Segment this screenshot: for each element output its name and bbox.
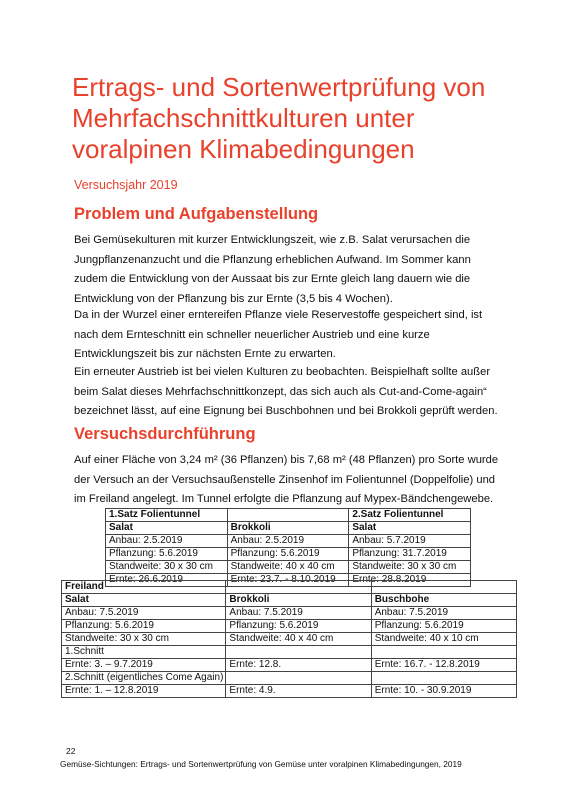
table-cell: Pflanzung: 5.6.2019 [106,548,228,561]
table-row [62,685,517,698]
table-cell [371,581,516,594]
table-cell: Brokkoli [226,594,371,607]
text-line: beim Salat dieses Mehrfachschnittkonzept, das sich auch als Cut-and-Come-again“ [74,385,487,398]
page-number: 22 [66,746,76,756]
table-cell: Pflanzung: 5.6.2019 [62,620,226,633]
text-line: bezeichnet lässt, auf eine Eignung bei Buschbohnen und bei Brokkoli geprüft werden. [74,405,498,417]
text-line: im Freiland angelegt. Im Tunnel erfolgte die Pflanzung auf Mypex-Bändchengewebe. [74,493,494,505]
table-cell: Standweite: 40 x 40 cm [226,633,371,646]
table-cell: Freiland [62,581,226,594]
table-cell: Brokkoli [227,522,349,535]
table-row [62,633,517,646]
table-cell: 2.Schnitt (eigentliches Come Again) [62,672,226,685]
table-row [106,522,471,535]
table-cell: Ernte: 26.6.2019 [106,574,228,587]
table-cell: Anbau: 7.5.2019 [226,607,371,620]
table-cell: Standweite: 40 x 10 cm [371,633,516,646]
table-cell: Salat [106,522,228,535]
table-row [62,646,517,659]
title-line: voralpinen Klimabedingungen [72,134,415,164]
footer-text: Gemüse-Sichtungen: Ertrags- und Sortenwertprüfung von Gemüse unter voralpinen Klimabedingungen, 2019 [60,759,462,769]
table-cell: 1.Schnitt [62,646,226,659]
table-cell: Pflanzung: 5.6.2019 [227,548,349,561]
table-cell: Standweite: 30 x 30 cm [349,561,471,574]
table-cell: Ernte: 1. – 12.8.2019 [62,685,226,698]
paragraph [74,231,504,309]
table-row [62,594,517,607]
table-cell [226,581,371,594]
table-cell: Standweite: 30 x 30 cm [62,633,226,646]
table-cell: 1.Satz Folientunnel [106,509,228,522]
table-row [62,607,517,620]
text-line: Auf einer Fläche von 3,24 m² (36 Pflanzen) bis 7,68 m² (48 Pflanzen) pro Sorte wurde [74,454,499,466]
text-line: nach dem Ernteschnitt ein schneller neuerlicher Austrieb und eine kurze [74,328,430,341]
document-title [72,72,542,165]
table-row [106,548,471,561]
table-cell [371,646,516,659]
table-cell: Pflanzung: 5.6.2019 [371,620,516,633]
table-cell: Ernte: 4.9. [226,685,371,698]
title-line: Mehrfachschnittkulturen unter [72,103,415,133]
table-cell: Ernte: 10. - 30.9.2019 [371,685,516,698]
table-cell: Anbau: 2.5.2019 [106,535,228,548]
table-cell [226,646,371,659]
section-heading-durchfuehrung: Versuchsdurchführung [74,425,256,443]
text-line: Entwicklung von der Pflanzung bis zur Ernte (3,5 bis 4 Wochen). [74,292,393,305]
table-cell: Standweite: 40 x 40 cm [227,561,349,574]
section-heading-problem: Problem und Aufgabenstellung [74,205,319,223]
table-row [62,581,517,594]
table-cell [226,672,371,685]
table-cell [371,672,516,685]
table-cell: Ernte: 3. – 9.7.2019 [62,659,226,672]
table-row [62,659,517,672]
table-freiland [61,580,517,698]
table-cell: Pflanzung: 5.6.2019 [226,620,371,633]
table-row [62,620,517,633]
table-cell: Anbau: 5.7.2019 [349,535,471,548]
text-line: der Versuch an der Versuchsaußenstelle Zinsenhof im Folientunnel (Doppelfolie) und [74,473,496,486]
table-row [106,509,471,522]
title-line: Ertrags- und Sortenwertprüfung von [72,72,486,102]
table-cell: Anbau: 7.5.2019 [371,607,516,620]
table-cell: Salat [62,594,226,607]
text-line: zudem die Entwicklung von der Aussaat bis zur Ernte gleich lang dauern wie die [74,273,471,285]
text-line: Ein erneuter Austrieb ist bei vielen Kulturen zu beobachten. Beispielhaft sollte außer [74,366,491,378]
table-cell: Ernte: 23.7. - 8.10.2019 [227,574,349,587]
text-line: Bei Gemüsekulturen mit kurzer Entwicklungszeit, wie z.B. Salat verursachen die [74,234,471,246]
text-line: Jungpflanzenanzucht und die Pflanzung erheblichen Aufwand. Im Sommer kann [74,253,471,266]
table-cell: Anbau: 7.5.2019 [62,607,226,620]
paragraph [74,363,504,422]
text-line: Entwicklungszeit bis zur nächsten Ernte zu erwarten. [74,348,336,360]
table-cell: Standweite: 30 x 30 cm [106,561,228,574]
table-row [106,561,471,574]
table-row [106,535,471,548]
trial-year: Versuchsjahr 2019 [74,178,178,192]
table-cell: Ernte: 28.8.2019 [349,574,471,587]
paragraph [74,306,504,365]
table-folientunnel [105,508,471,587]
table-cell: Ernte: 16.7. - 12.8.2019 [371,659,516,672]
table-cell [227,509,349,522]
table-row [62,672,517,685]
table-cell: 2.Satz Folientunnel [349,509,471,522]
table-cell: Salat [349,522,471,535]
table-cell: Pflanzung: 31.7.2019 [349,548,471,561]
paragraph [74,451,504,510]
table-cell: Anbau: 2.5.2019 [227,535,349,548]
table-cell: Ernte: 12.8. [226,659,371,672]
text-line: Da in der Wurzel einer erntereifen Pflanze viele Reservestoffe gespeichert sind, ist [74,309,483,321]
table-cell: Buschbohe [371,594,516,607]
